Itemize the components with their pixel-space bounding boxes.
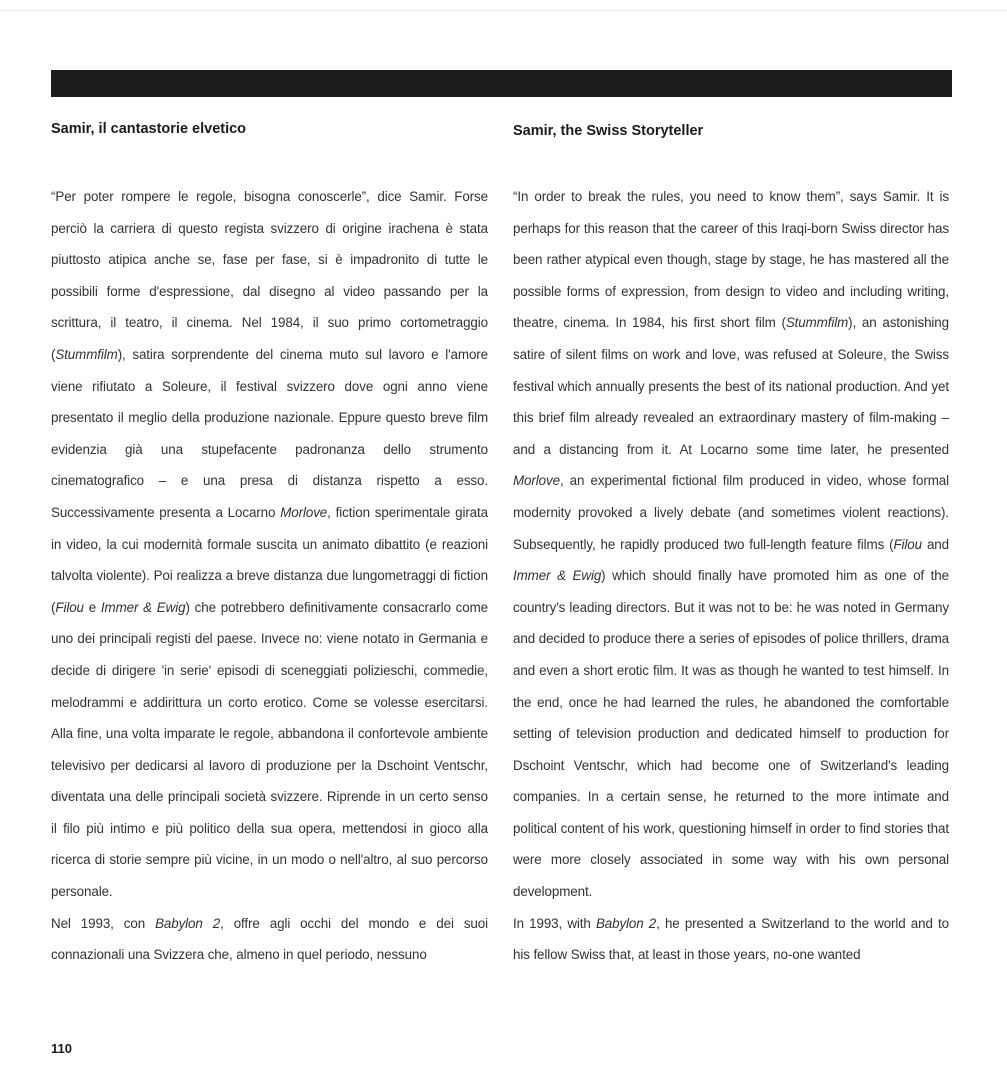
italian-column — [51, 119, 488, 971]
italian-heading: Samir, il cantastorie elvetico — [51, 121, 247, 137]
english-heading: Samir, the Swiss Storyteller — [513, 123, 704, 139]
english-column — [513, 119, 949, 971]
header-bar — [51, 70, 952, 97]
page-number: 110 — [51, 1041, 72, 1056]
italian-paragraph-1: “Per poter rompere le regole, bisogna conoscerle”, dice Samir. Forse perciò la carriera di questo regista svizzero di origine irachena è stata piuttosto atipica anche se, fase per fase, si è impadronito di tutte le possibili forme d'espressione, dal disegno al video passando per la scrittura, il teatro, il cinema. Nel 1984, il suo primo cortometraggio (Stummfilm), satira sorprendente del cinema muto sul lavoro e l'amore viene rifiutato a Soleure, il festival svizzero dove ogni anno viene presentato il meglio della produzione nazionale. Eppure questo breve film evidenzia già una stupefacente padronanza dello strumento cinematografico – e una presa di distanza rispetto a esso. Successivamente presenta a Locarno Morlove, fiction sperimentale girata in video, la cui modernità formale suscita un animato dibattito (e reazioni talvolta violente). Poi realizza a breve distanza due lungometraggi di fiction (Filou e Immer & Ewig) che potrebbero definitivamente consacrarlo come uno dei principali registi del paese. Invece no: viene notato in Germania e decide di dirigere 'in serie' episodi di sceneggiati polizieschi, commedie, melodrammi e addirittura un corto erotico. Come se volesse esercitarsi. Alla fine, una volta imparate le regole, abbandona il confortevole ambiente televisivo per dedicarsi al lavoro di produzione per la Dschoint Ventschr, diventata una delle principali società svizzere. Riprende in un certo senso il filo più intimo e più politico della sua opera, mettendosi in gioco alla ricerca di storie sempre più vicine, in un modo o nell'altro, al suo percorso personale. — [51, 189, 488, 900]
italian-body — [51, 181, 488, 971]
english-body — [513, 181, 949, 971]
english-paragraph-2: In 1993, with Babylon 2, he presented a Switzerland to the world and to his fellow Swiss that, at least in those years, no-one wanted — [513, 915, 949, 963]
page-top-edge — [0, 0, 1007, 11]
english-paragraph-1: “In order to break the rules, you need to know them”, says Samir. It is perhaps for this reason that the career of this Iraqi-born Swiss director has been rather atypical even though, stage by stage, he has mastered all the possible forms of expression, from design to video and including writing, theatre, cinema. In 1984, his first short film (Stummfilm), an astonishing satire of silent films on work and love, was refused at Soleure, the Swiss festival which annually presents the best of its national production. And yet this brief film already revealed an extraordinary mastery of film-making – and a distancing from it. At Locarno some time later, he presented Morlove, an experimental fictional film produced in video, whose formal modernity provoked a lively debate (and sometimes violent reactions). Subsequently, he rapidly produced two full-length feature films (Filou and Immer & Ewig) which should finally have promoted him as one of the country's leading directors. But it was not to be: he was noted in Germany and decided to produce there a series of episodes of police thrillers, drama and even a short erotic film. It was as though he wanted to test himself. In the end, once he had learned the rules, he abandoned the comfortable setting of television production and dedicated himself to production for Dschoint Ventschr, which had become one of Switzerland's leading companies. In a certain sense, he returned to the more intimate and political content of his work, questioning himself in order to find stories that were more closely associated in some way with his own personal development. — [513, 189, 949, 900]
italian-paragraph-2: Nel 1993, con Babylon 2, offre agli occhi del mondo e dei suoi connazionali una Svizzera che, almeno in quel periodo, nessuno — [51, 915, 488, 963]
